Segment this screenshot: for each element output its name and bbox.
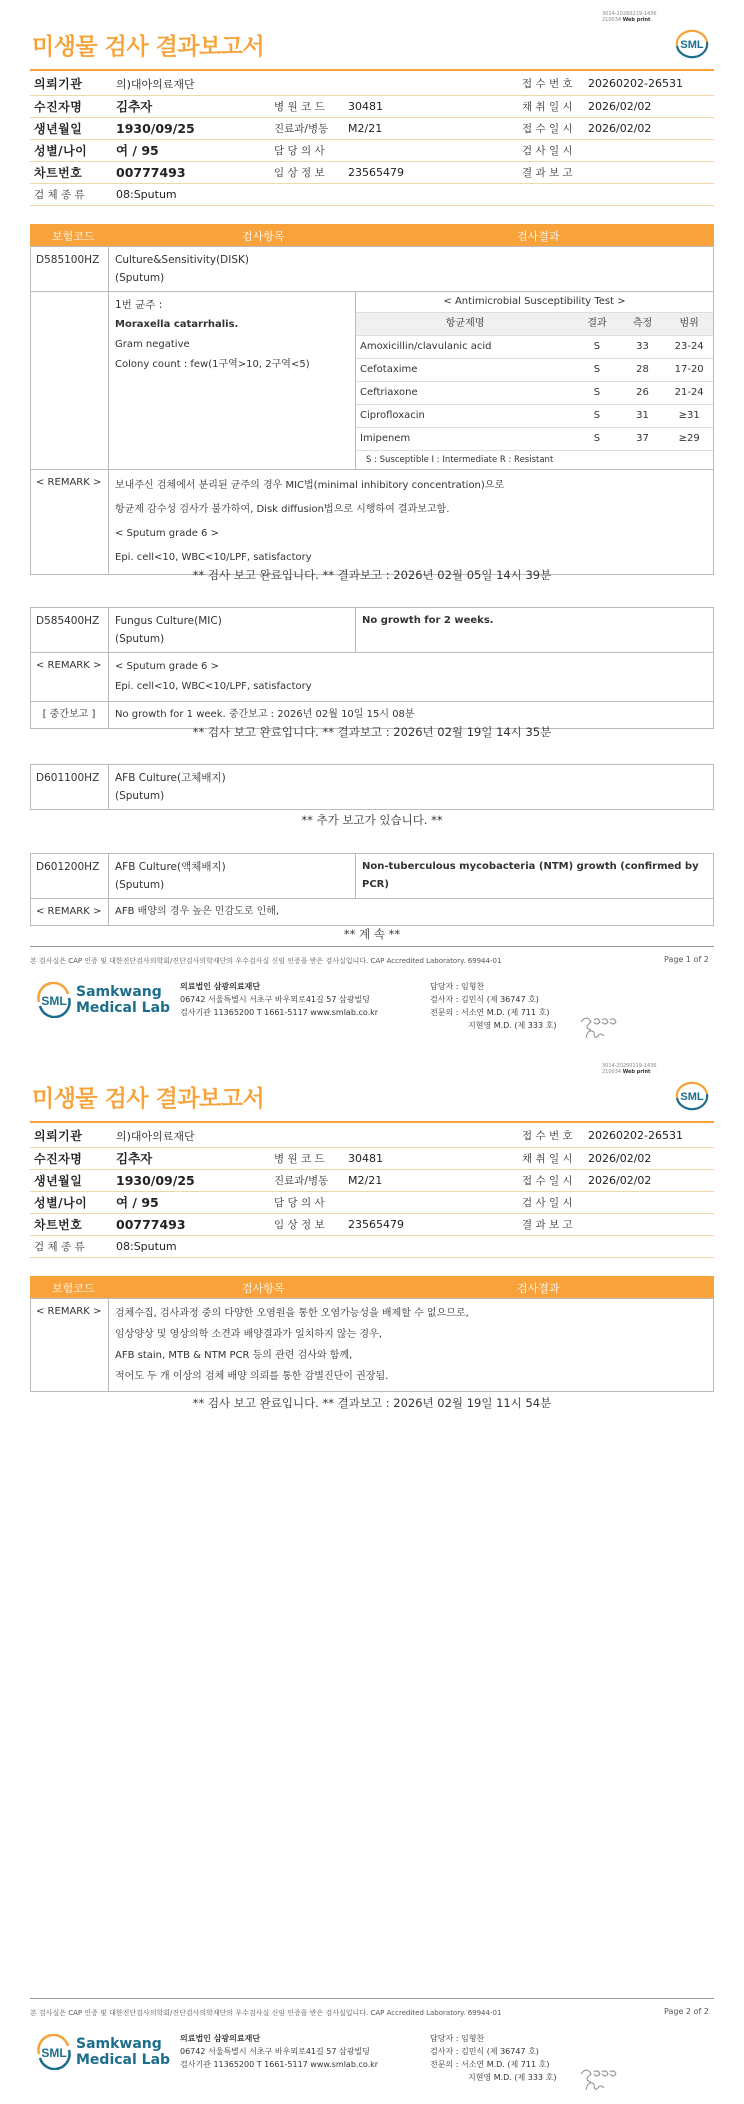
fungus-interim-text: No growth for 1 week. 중간보고 : 2026년 02월 10일 15시 08분: [109, 702, 714, 729]
samkwang-logo-icon: [36, 982, 72, 1018]
clinical-label: 임 상 정 보: [270, 161, 344, 183]
sml-logo-icon: [673, 28, 711, 60]
clinical-value: 23565479: [344, 161, 518, 183]
afb-liquid-remark: AFB 배양의 경우 높은 민감도로 인해,: [109, 899, 714, 926]
afb-liquid-block: [30, 853, 714, 926]
collect-value: 2026/02/02: [584, 95, 714, 117]
sexage-label: 성별/나이: [30, 139, 112, 161]
afb-solid-code: D601100HZ: [31, 765, 109, 810]
dob-label: 생년월일: [30, 117, 112, 139]
result-column-header: [30, 1276, 714, 1298]
dept-label: 진료과/병동: [270, 117, 344, 139]
fungus-report-done: ** 검사 보고 완료입니다. ** 결과보고 : 2026년 02월 19일 14시 35분: [192, 725, 552, 739]
ast-row: [356, 428, 713, 451]
dob-value: 1930/09/25: [112, 117, 270, 139]
afb-liquid-code: D601200HZ: [31, 854, 109, 899]
ward-code-label: 병 원 코 드: [270, 95, 344, 117]
chart-label: 차트번호: [30, 1213, 112, 1235]
svg-text:SML: SML: [680, 1091, 704, 1103]
print-stamp-code: 210034: [602, 17, 622, 23]
svg-text:SML: SML: [41, 994, 67, 1008]
print-stamp-tag: Web print: [622, 1069, 651, 1075]
specimen-label: 검 체 종 류: [30, 183, 112, 205]
chart-value: 00777493: [112, 161, 270, 183]
report-date-label: 결 과 보 고: [518, 161, 584, 183]
report-page-2: [0, 1052, 744, 2104]
continued-marker: ** 계 속 **: [343, 927, 401, 941]
result-column-header: [30, 224, 714, 246]
ward-code-value: 30481: [344, 1147, 518, 1169]
fungus-remark-line: < Sputum grade 6 >: [115, 661, 219, 672]
test-date-value: [584, 1191, 714, 1213]
doctor-value: [344, 139, 518, 161]
title-rule: [30, 69, 714, 71]
sexage-value: 여 / 95: [112, 1191, 270, 1213]
culture-remark-line: 항균제 감수성 검사가 불가하여, Disk diffusion법으로 시행하여 결과보고함.: [115, 504, 450, 515]
specimen-value: 08:Sputum: [112, 183, 714, 205]
ast-range: 17-20: [665, 359, 713, 382]
lab-contact: 검사기관 11365200 T 1661-5117 www.smlab.co.kr: [180, 2060, 379, 2069]
page-number: Page 2 of 2: [664, 2007, 709, 2016]
fungus-result: No growth for 2 weeks.: [356, 608, 714, 653]
name-value: 김추자: [112, 95, 270, 117]
staff-expert-2: 지현영 M.D. (제 333 호): [468, 1021, 557, 1030]
culture-code: D585100HZ: [31, 247, 109, 292]
org-label: 의뢰기관: [30, 73, 112, 95]
ast-legend: S : Susceptible I : Intermediate R : Resistant: [366, 455, 554, 465]
receipt-no-value: 20260202-26531: [584, 1125, 714, 1147]
ast-header-drug: 항균제명: [356, 313, 574, 336]
ast-range: ≥31: [665, 405, 713, 428]
patient-info-table: [30, 1125, 714, 1258]
col-result-header: 검사결과: [517, 230, 560, 243]
afb-liquid-result: Non-tuberculous mycobacteria (NTM) growth (confirmed by PCR): [356, 854, 714, 899]
clinical-value: 23565479: [344, 1213, 518, 1235]
afb-solid-specimen: (Sputum): [115, 790, 165, 802]
lab-address-block: [180, 980, 378, 1019]
receipt-no-label: 접 수 번 호: [518, 73, 584, 95]
doctor-signature: [578, 1010, 618, 1042]
sexage-value: 여 / 95: [112, 139, 270, 161]
name-label: 수진자명: [30, 95, 112, 117]
dob-value: 1930/09/25: [112, 1169, 270, 1191]
ast-measure: 28: [620, 359, 666, 382]
strain-number: 1번 균주 :: [115, 299, 163, 311]
staff-tester: 검사자 : 김민식 (제 36747 호): [430, 2047, 539, 2056]
lab-corp-name: 의료법인 삼광의료재단: [180, 982, 261, 991]
ast-row: [356, 359, 713, 382]
culture-remark-label: < REMARK >: [31, 470, 109, 575]
print-stamp-id: 3014-20260219-1436: [602, 1063, 657, 1069]
ast-row: [356, 336, 713, 359]
page2-remark-line: 검체수집, 검사과정 중의 다양한 오염원을 통한 오염가능성을 배제할 수 없으므로,: [115, 1308, 469, 1319]
afb-liquid-test-name: AFB Culture(액체배지): [115, 861, 226, 873]
culture-report-done: ** 검사 보고 완료입니다. ** 결과보고 : 2026년 02월 05일 14시 39분: [192, 568, 552, 582]
receive-label: 접 수 일 시: [518, 117, 584, 139]
ast-drug: Imipenem: [356, 428, 574, 451]
staff-tester: 검사자 : 김민식 (제 36747 호): [430, 995, 539, 1004]
receive-value: 2026/02/02: [584, 1169, 714, 1191]
culture-test-name: Culture&Sensitivity(DISK): [115, 254, 249, 266]
col-code-header: 보험코드: [52, 1282, 95, 1295]
ast-range: 21-24: [665, 382, 713, 405]
lab-name-line1: Samkwang: [76, 984, 162, 1000]
staff-expert-2: 지현영 M.D. (제 333 호): [468, 2073, 557, 2082]
lab-name: [76, 984, 170, 1016]
receive-value: 2026/02/02: [584, 117, 714, 139]
col-result-header: 검사결과: [517, 1282, 560, 1295]
ast-measure: 37: [620, 428, 666, 451]
ast-result: S: [574, 382, 620, 405]
col-code-header: 보험코드: [52, 230, 95, 243]
lab-name-line2: Medical Lab: [76, 2052, 171, 2068]
lab-name-line2: Medical Lab: [76, 1000, 171, 1016]
staff-expert-1: 전문의 : 서소연 M.D. (제 711 호): [430, 1008, 550, 1017]
lab-address: 06742 서울특별시 서초구 바우뫼로41길 57 삼광빌딩: [180, 995, 370, 1004]
afb-solid-pending: ** 추가 보고가 있습니다. **: [301, 813, 443, 827]
ast-drug: Ceftriaxone: [356, 382, 574, 405]
lab-corp-name: 의료법인 삼광의료재단: [180, 2034, 261, 2043]
staff-manager: 담당자 : 임형찬: [430, 2034, 485, 2043]
colony-count: Colony count : few(1구역>10, 2구역<5): [115, 359, 310, 370]
report-title: 미생물 검사 결과보고서: [32, 34, 265, 60]
page-number: Page 1 of 2: [664, 955, 709, 964]
fungus-interim-label: [ 중간보고 ]: [31, 702, 109, 729]
fungus-specimen: (Sputum): [115, 633, 165, 645]
cap-accreditation-note: 본 검사실은 CAP 인증 및 대한진단검사의학회/진단검사의학재단의 우수검사실 신임 인증을 받은 검사실입니다. CAP Accredited Laboratory. 69944-01: [30, 957, 502, 965]
print-stamp-code: 210034: [602, 1069, 622, 1075]
culture-sensitivity-block: [30, 246, 714, 575]
ast-measure: 31: [620, 405, 666, 428]
fungus-culture-block: [30, 607, 714, 729]
fungus-test-name: Fungus Culture(MIC): [115, 615, 222, 627]
lab-name-line1: Samkwang: [76, 2036, 162, 2052]
ast-header-measure: 측정: [620, 313, 666, 336]
ast-header-range: 범위: [665, 313, 713, 336]
fungus-code: D585400HZ: [31, 608, 109, 653]
staff-expert-1: 전문의 : 서소연 M.D. (제 711 호): [430, 2060, 550, 2069]
page2-remark-line: 적어도 두 개 이상의 검체 배양 의뢰를 통한 감별진단이 권장됨.: [115, 1371, 389, 1382]
title-rule: [30, 1121, 714, 1123]
fungus-remark-line: Epi. cell<10, WBC<10/LPF, satisfactory: [115, 681, 312, 692]
org-label: 의뢰기관: [30, 1125, 112, 1147]
clinical-label: 임 상 정 보: [270, 1213, 344, 1235]
page2-remark-label: < REMARK >: [31, 1299, 109, 1392]
culture-remark-line: Epi. cell<10, WBC<10/LPF, satisfactory: [115, 552, 312, 563]
report-date-value: [584, 1213, 714, 1235]
ast-measure: 26: [620, 382, 666, 405]
afb-report-done: ** 검사 보고 완료입니다. ** 결과보고 : 2026년 02월 19일 11시 54분: [192, 1396, 552, 1410]
lab-address-block: [180, 2032, 378, 2071]
footer-rule: [30, 946, 714, 947]
test-date-value: [584, 139, 714, 161]
afb-liquid-remark-label: < REMARK >: [31, 899, 109, 926]
afb-liquid-specimen: (Sputum): [115, 879, 165, 891]
print-stamp-id: 3014-20260219-1436: [602, 11, 657, 17]
dob-label: 생년월일: [30, 1169, 112, 1191]
ast-result: S: [574, 428, 620, 451]
ast-row: [356, 382, 713, 405]
ast-result: S: [574, 359, 620, 382]
ast-measure: 33: [620, 336, 666, 359]
gram-stain: Gram negative: [115, 339, 190, 350]
ast-table: [356, 313, 713, 451]
report-date-value: [584, 161, 714, 183]
collect-label: 채 취 일 시: [518, 95, 584, 117]
print-stamp-tag: Web print: [622, 17, 651, 23]
name-label: 수진자명: [30, 1147, 112, 1169]
lab-address: 06742 서울특별시 서초구 바우뫼로41길 57 삼광빌딩: [180, 2047, 370, 2056]
ast-range: 23-24: [665, 336, 713, 359]
ast-row: [356, 405, 713, 428]
ward-code-label: 병 원 코 드: [270, 1147, 344, 1169]
print-stamp: [602, 1063, 657, 1075]
print-stamp: [602, 11, 657, 23]
dept-value: M2/21: [344, 1169, 518, 1191]
lab-staff-block: [430, 980, 556, 1032]
page2-remark-line: 임상양상 및 영상의학 소견과 배양결과가 일치하지 않는 경우,: [115, 1329, 382, 1340]
afb-solid-test-name: AFB Culture(고체배지): [115, 772, 226, 784]
page2-remark-line: AFB stain, MTB & NTM PCR 등의 관련 검사와 함께,: [115, 1350, 353, 1361]
report-title: 미생물 검사 결과보고서: [32, 1086, 265, 1112]
receipt-no-value: 20260202-26531: [584, 73, 714, 95]
specimen-label: 검 체 종 류: [30, 1235, 112, 1257]
culture-remark-line: 보내주신 검체에서 분리된 균주의 경우 MIC법(minimal inhibitory concentration)으로: [115, 480, 505, 491]
ast-drug: Ciprofloxacin: [356, 405, 574, 428]
cap-accreditation-note: 본 검사실은 CAP 인증 및 대한진단검사의학회/진단검사의학재단의 우수검사실 신임 인증을 받은 검사실입니다. CAP Accredited Laboratory. 69944-01: [30, 2009, 502, 2017]
doctor-signature: [578, 2062, 618, 2094]
ward-code-value: 30481: [344, 95, 518, 117]
fungus-remark-label: < REMARK >: [31, 653, 109, 702]
footer-rule: [30, 1998, 714, 1999]
staff-manager: 담당자 : 임형찬: [430, 982, 485, 991]
test-date-label: 검 사 일 시: [518, 139, 584, 161]
org-value: 의)대아의료재단: [112, 1125, 518, 1147]
doctor-label: 담 당 의 사: [270, 139, 344, 161]
samkwang-logo-icon: [36, 2034, 72, 2070]
doctor-value: [344, 1191, 518, 1213]
patient-info-table: [30, 73, 714, 206]
lab-staff-block: [430, 2032, 556, 2084]
specimen-value: 08:Sputum: [112, 1235, 714, 1257]
culture-remark-line: < Sputum grade 6 >: [115, 528, 219, 539]
afb-solid-block: [30, 764, 714, 810]
ast-drug: Amoxicillin/clavulanic acid: [356, 336, 574, 359]
receipt-no-label: 접 수 번 호: [518, 1125, 584, 1147]
ast-header-result: 결과: [574, 313, 620, 336]
doctor-label: 담 당 의 사: [270, 1191, 344, 1213]
lab-name: [76, 2036, 170, 2068]
chart-label: 차트번호: [30, 161, 112, 183]
lab-contact: 검사기관 11365200 T 1661-5117 www.smlab.co.kr: [180, 1008, 379, 1017]
chart-value: 00777493: [112, 1213, 270, 1235]
ast-drug: Cefotaxime: [356, 359, 574, 382]
svg-text:SML: SML: [41, 2046, 67, 2060]
collect-value: 2026/02/02: [584, 1147, 714, 1169]
organism-name: Moraxella catarrhalis.: [115, 319, 239, 330]
collect-label: 채 취 일 시: [518, 1147, 584, 1169]
afb-remark-continued-block: [30, 1298, 714, 1392]
svg-text:SML: SML: [680, 39, 704, 51]
sexage-label: 성별/나이: [30, 1191, 112, 1213]
ast-range: ≥29: [665, 428, 713, 451]
receive-label: 접 수 일 시: [518, 1169, 584, 1191]
col-item-header: 검사항목: [242, 1282, 285, 1295]
name-value: 김추자: [112, 1147, 270, 1169]
org-value: 의)대아의료재단: [112, 73, 518, 95]
dept-value: M2/21: [344, 117, 518, 139]
culture-specimen: (Sputum): [115, 272, 165, 284]
ast-result: S: [574, 405, 620, 428]
test-date-label: 검 사 일 시: [518, 1191, 584, 1213]
col-item-header: 검사항목: [242, 230, 285, 243]
report-date-label: 결 과 보 고: [518, 1213, 584, 1235]
ast-result: S: [574, 336, 620, 359]
sml-logo-icon: [673, 1080, 711, 1112]
ast-title: < Antimicrobial Susceptibility Test >: [356, 292, 713, 313]
dept-label: 진료과/병동: [270, 1169, 344, 1191]
